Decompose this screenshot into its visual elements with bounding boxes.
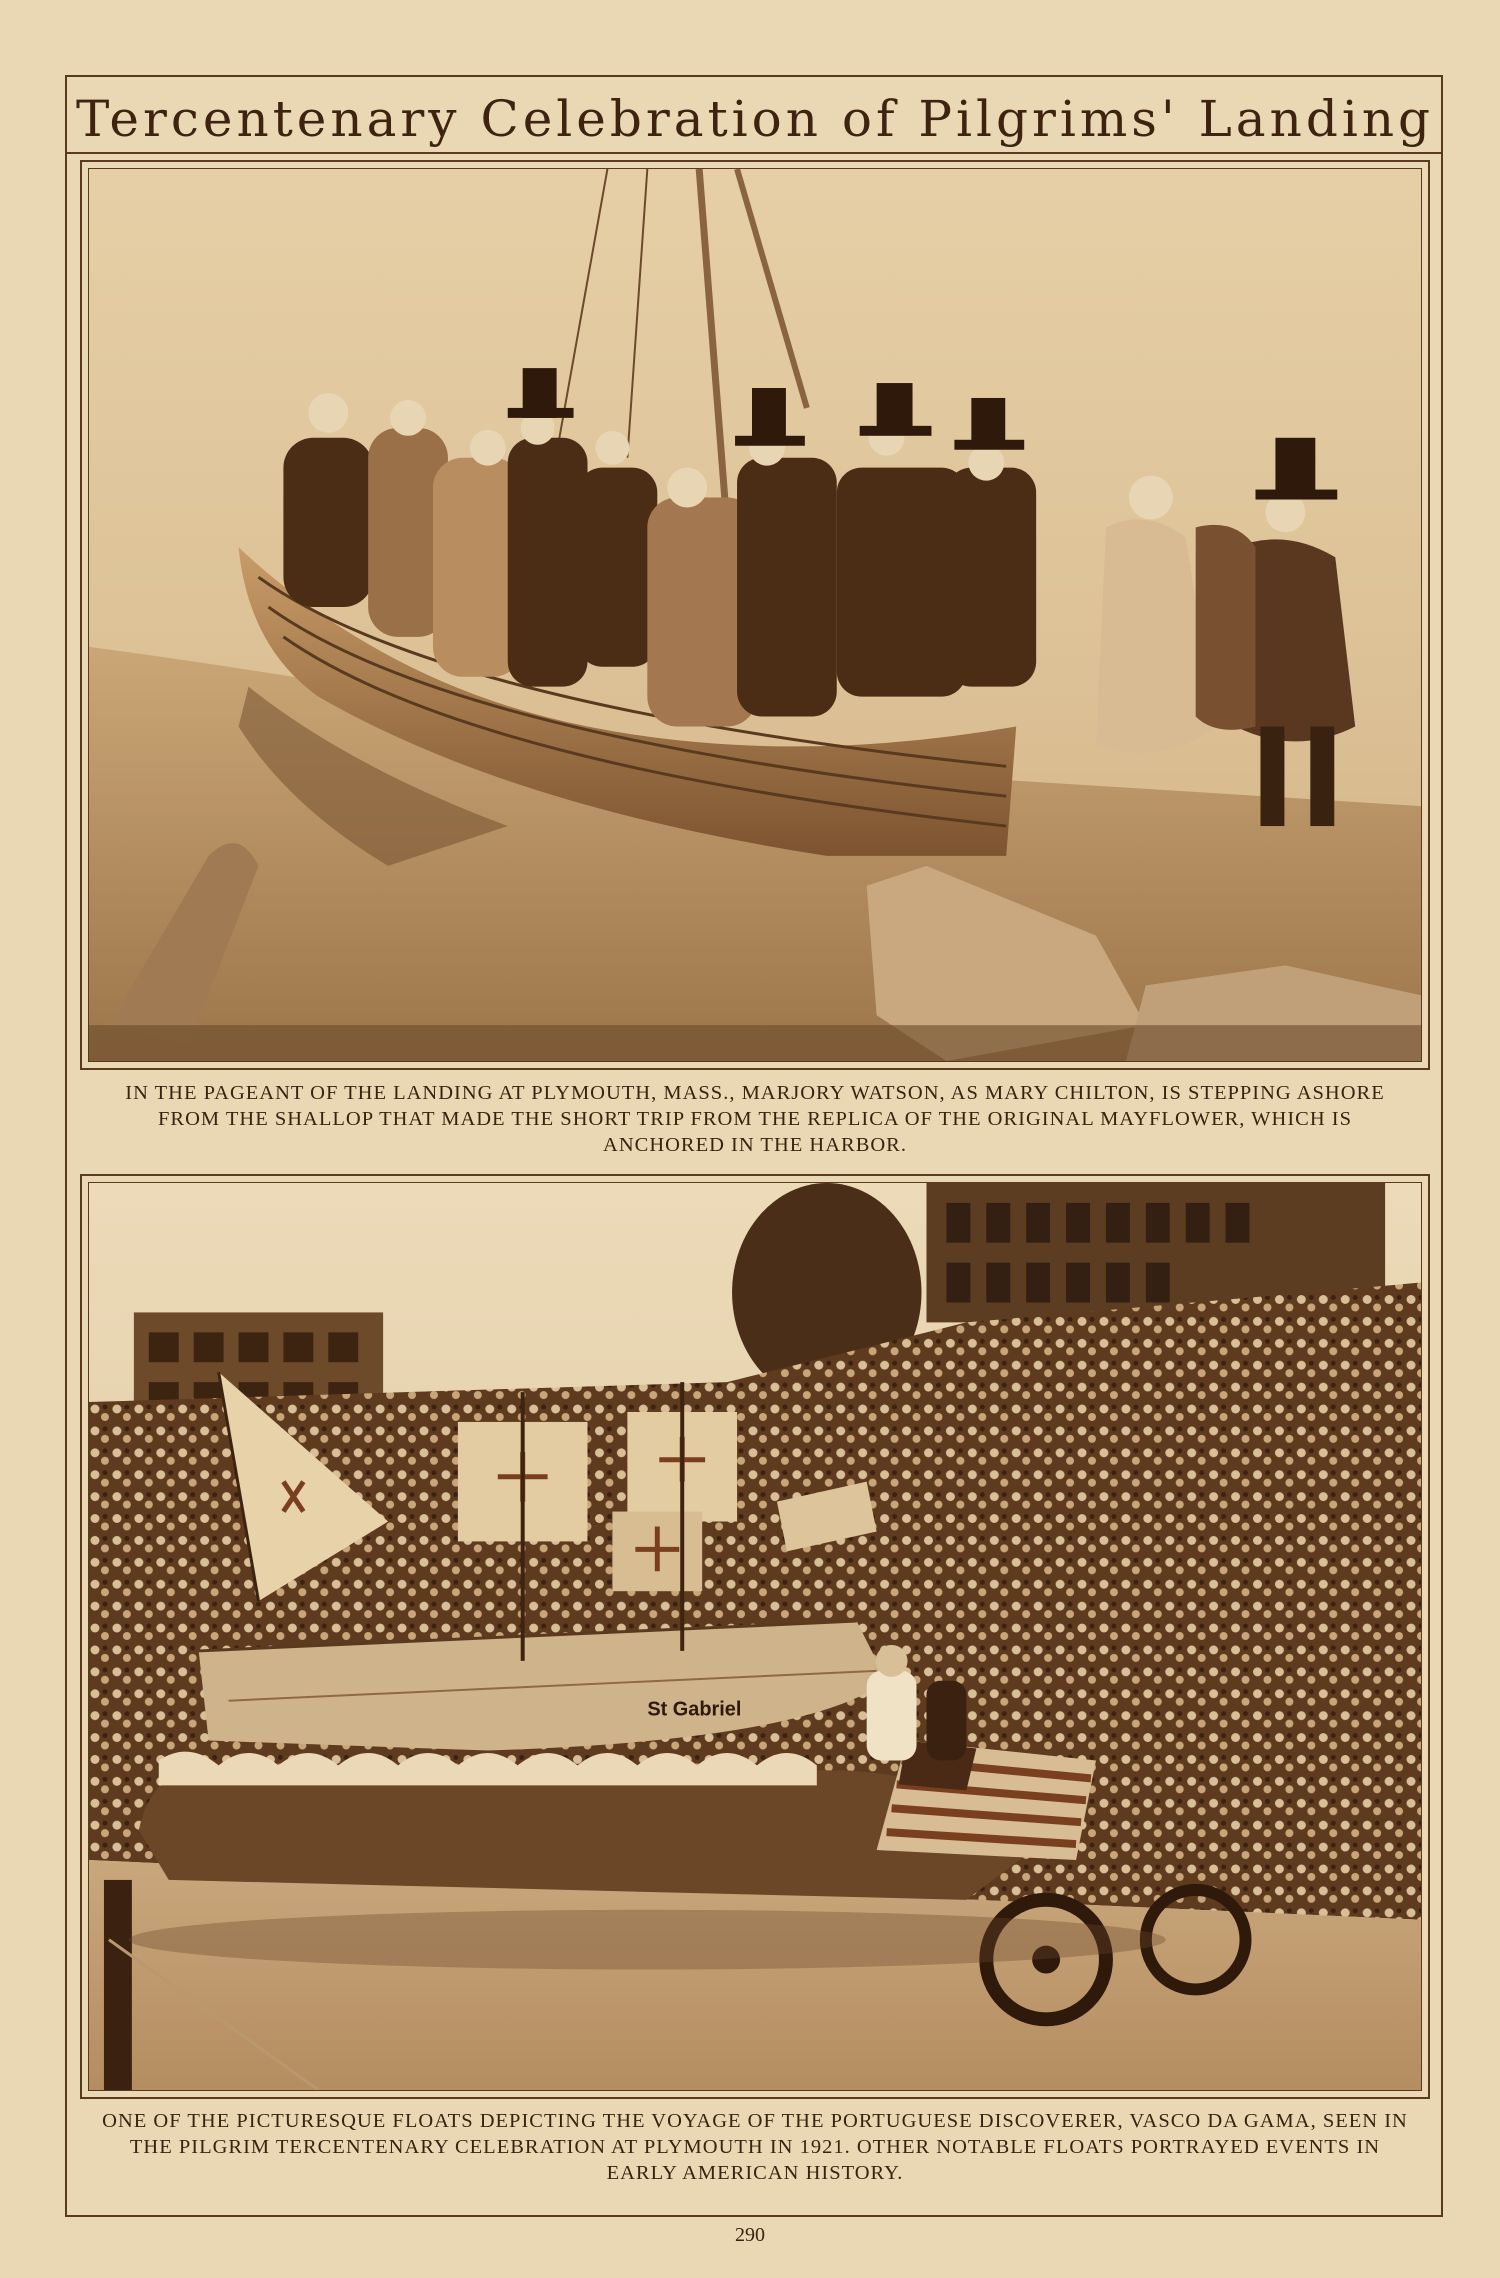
photo-pilgrim-landing-image (88, 168, 1422, 1062)
page-number: 290 (735, 2224, 765, 2246)
title-divider (65, 152, 1443, 154)
photo-pilgrim-landing (80, 160, 1430, 1070)
american-flag-icon (877, 1741, 1096, 1860)
photo-vasco-da-gama-float (80, 1174, 1430, 2099)
photo-caption-landing: IN THE PAGEANT OF THE LANDING AT PLYMOUTH, MASS., MARJORY WATSON, AS MARY CHILTON, IS STEPPING ASHORE FROM THE SHALLOP THAT MADE THE SHORT TRIP FROM THE REPLICA OF THE ORIGINAL MAYFLOWER, WHICH IS ANCHORED IN THE HARBOR. (125, 1082, 1385, 1156)
photo-vasco-da-gama-float-image (88, 1182, 1422, 2091)
photo-caption-float: ONE OF THE PICTURESQUE FLOATS DEPICTING THE VOYAGE OF THE PORTUGUESE DISCOVERER, VASCO DA GAMA, SEEN IN THE PILGRIM TERCENTENARY CELEBRATION AT PLYMOUTH IN 1921. OTHER NOTABLE FLOATS PORTRAYED EVENTS IN EARLY AMERICAN HISTORY. (102, 2110, 1408, 2184)
boat-name-lettering: St Gabriel (647, 1698, 742, 1721)
page-title: Tercentenary Celebration of Pilgrims' Landing (75, 90, 1435, 148)
